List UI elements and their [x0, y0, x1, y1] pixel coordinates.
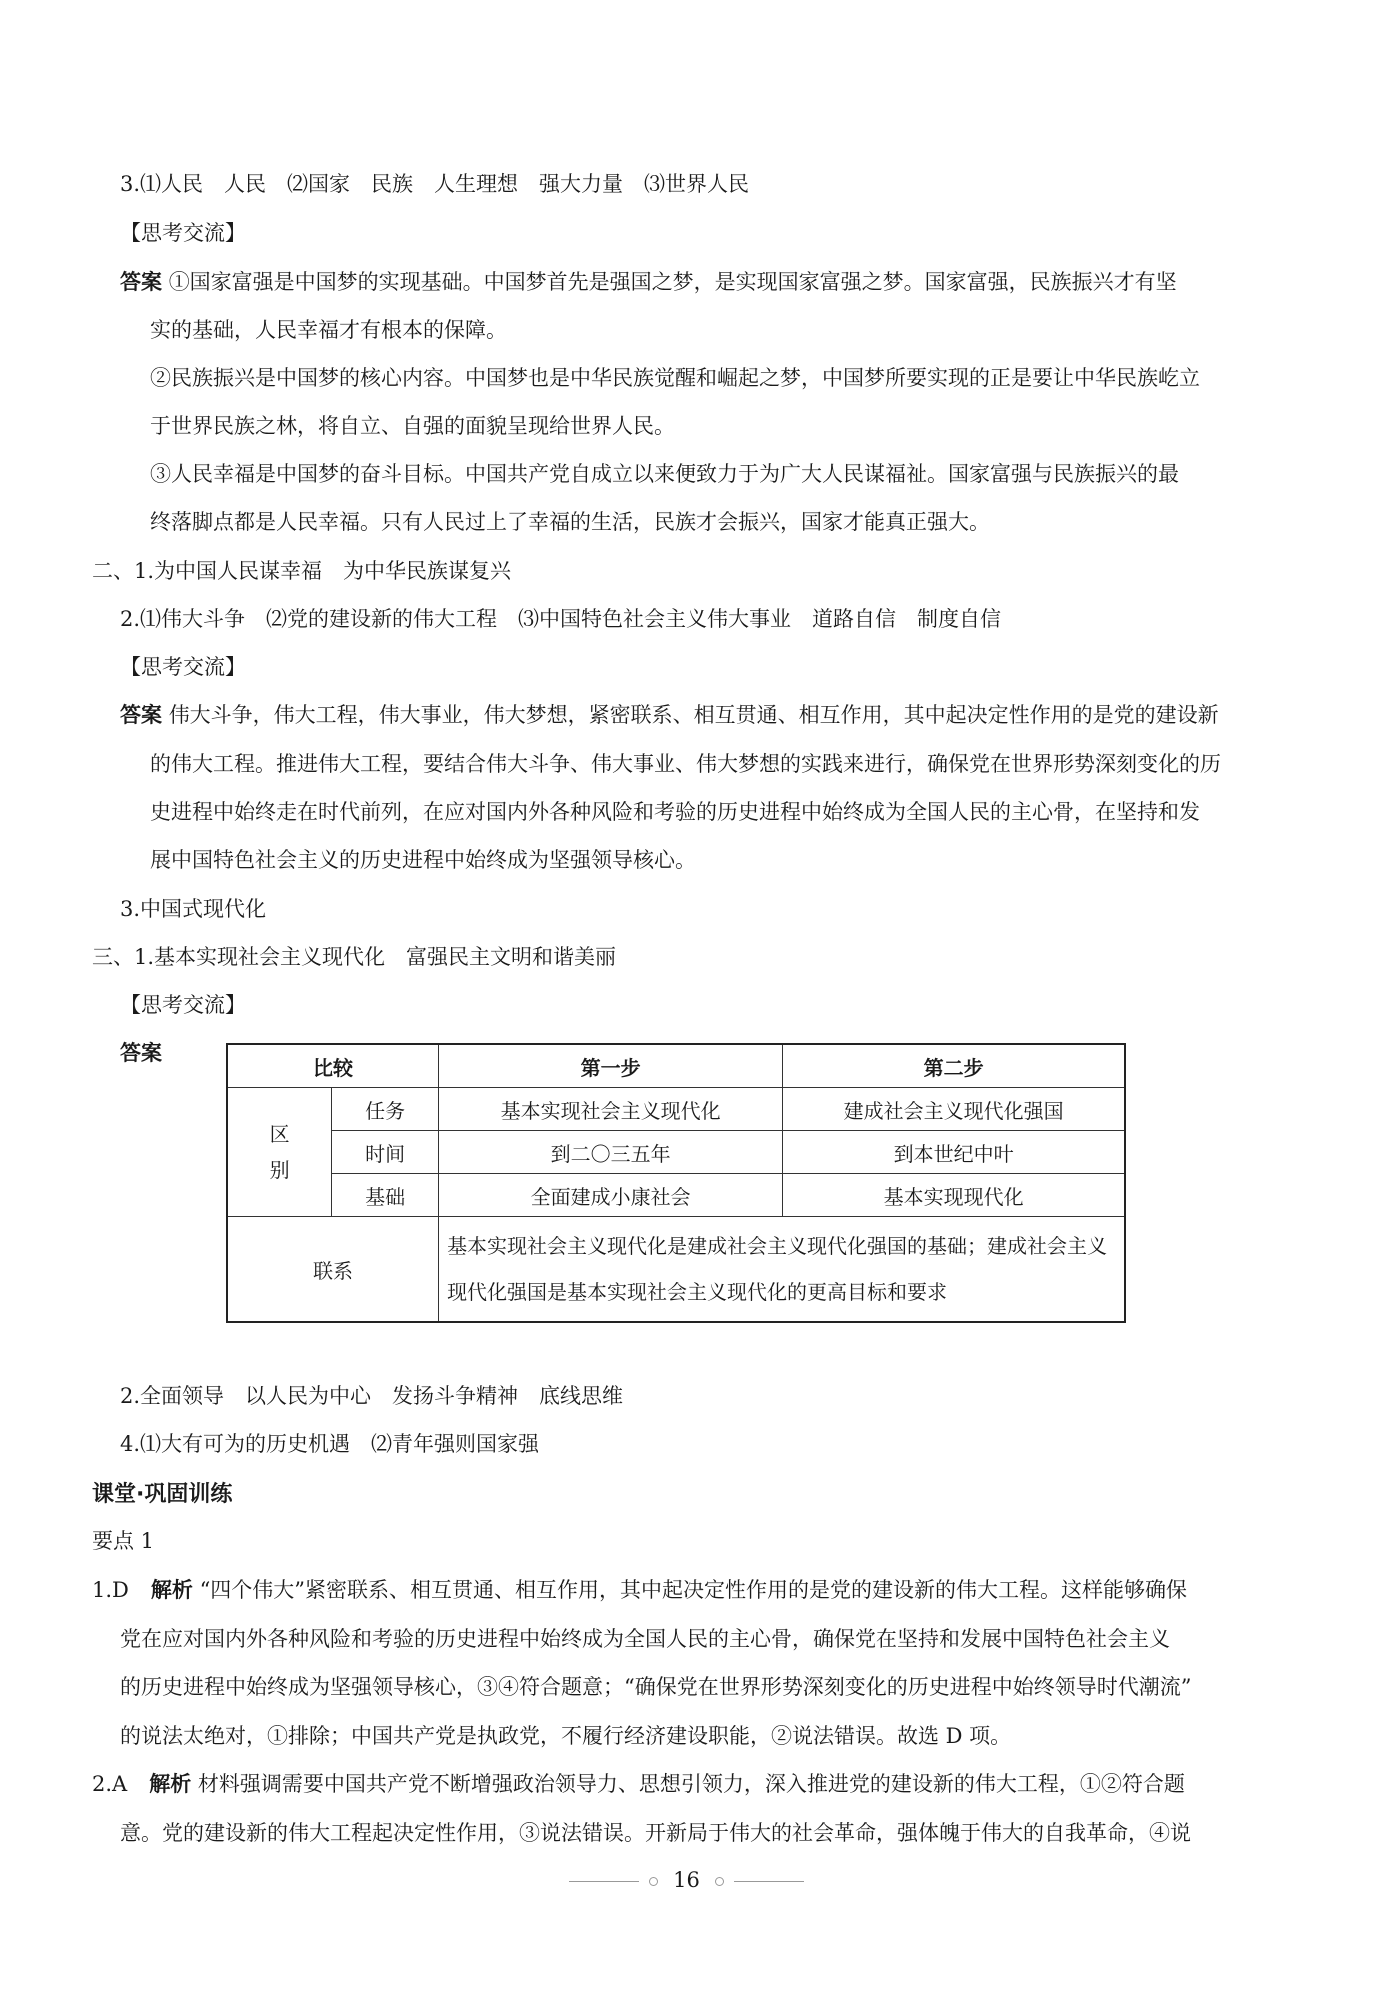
- answer-text: ①国家富强是中国梦的实现基础。中国梦首先是强国之梦，是实现国家富强之梦。国家富强，民族振兴才有坚: [168, 270, 1177, 294]
- table-cell: 基本实现社会主义现代化: [439, 1088, 783, 1131]
- section-title: 课堂·巩固训练: [92, 1482, 233, 1507]
- question-number: 2.A: [92, 1772, 128, 1796]
- analysis-text: 的说法太绝对，①排除；中国共产党是执政党，不履行经济建设职能，②说法错误。故选 D 项。: [120, 1724, 1012, 1748]
- answer-text: 于世界民族之林，将自立、自强的面貌呈现给世界人民。: [150, 414, 675, 438]
- answer-text: ②民族振兴是中国梦的核心内容。中国梦也是中华民族觉醒和崛起之梦，中国梦所要实现的正是要让中华民族屹立: [150, 366, 1200, 390]
- analysis-text: “四个伟大”紧密联系、相互贯通、相互作用，其中起决定性作用的是党的建设新的伟大工程。这样能够确保: [199, 1578, 1188, 1602]
- think-heading-3: 【思考交流】: [120, 993, 246, 1017]
- question-1: [92, 1575, 1187, 1605]
- analysis-text: 意。党的建设新的伟大工程起决定性作用，③说法错误。开新局于伟大的社会革命，强体魄于伟大的自我革命，④说: [120, 1821, 1191, 1845]
- table-header: 比较: [227, 1044, 439, 1088]
- footer-dot: [649, 1877, 658, 1886]
- section-3-line-1: 三、1.基本实现社会主义现代化 富强民主文明和谐美丽: [92, 945, 617, 969]
- analysis-label: 解析: [149, 1772, 192, 1796]
- page-footer: [0, 1868, 1373, 1892]
- table-cell: 到本世纪中叶: [783, 1131, 1125, 1174]
- table-cell: 全面建成小康社会: [439, 1174, 783, 1217]
- analysis-text: 党在应对国内外各种风险和考验的历史进程中始终成为全国人民的主心骨，确保党在坚持和发展中国特色社会主义: [120, 1627, 1170, 1651]
- footer-rule: [569, 1881, 639, 1882]
- answer-label: 答案: [120, 270, 162, 294]
- answer-para-2: [120, 700, 1219, 730]
- table-row: [227, 1044, 1125, 1088]
- table-row: [227, 1088, 1125, 1131]
- answer-line-3: 3.⑴人民 人民 ⑵国家 民族 人生理想 强大力量 ⑶世界人民: [120, 172, 750, 196]
- answer-para-1: [120, 267, 1177, 297]
- answer-text: 实的基础，人民幸福才有根本的保障。: [150, 318, 507, 342]
- table-cell: 基本实现社会主义现代化是建成社会主义现代化强国的基础；建成社会主义现代化强国是基本实现社会主义现代化的更高目标和要求: [439, 1217, 1125, 1323]
- comparison-table: [226, 1043, 1126, 1323]
- table-cell: 基本实现现代化: [783, 1174, 1125, 1217]
- analysis-text: 的历史进程中始终成为坚强领导核心，③④符合题意；“确保党在世界形势深刻变化的历史进程中始终领导时代潮流”: [120, 1675, 1192, 1699]
- table-cell: 基础: [332, 1174, 439, 1217]
- table-row: [227, 1217, 1125, 1323]
- cell-text: 区: [269, 1122, 290, 1146]
- table-row: [227, 1131, 1125, 1174]
- answer-text: 史进程中始终走在时代前列，在应对国内外各种风险和考验的历史进程中始终成为全国人民的主心骨，在坚持和发: [150, 800, 1200, 824]
- cell-text: 别: [269, 1158, 290, 1182]
- analysis-text: 材料强调需要中国共产党不断增强政治领导力、思想引领力，深入推进党的建设新的伟大工程，①②符合题: [197, 1772, 1185, 1796]
- question-number: 1.D: [92, 1578, 129, 1602]
- answer-text: 终落脚点都是人民幸福。只有人民过上了幸福的生活，民族才会振兴，国家才能真正强大。: [150, 510, 990, 534]
- think-heading-1: 【思考交流】: [120, 221, 246, 245]
- section-2-line-3: 3.中国式现代化: [120, 897, 267, 921]
- table-cell: 到二〇三五年: [439, 1131, 783, 1174]
- answer-label: 答案: [120, 1041, 162, 1065]
- answer-label: 答案: [120, 703, 162, 727]
- answer-text: 的伟大工程。推进伟大工程，要结合伟大斗争、伟大事业、伟大梦想的实践来进行，确保党在世界形势深刻变化的历: [150, 752, 1221, 776]
- analysis-label: 解析: [150, 1578, 193, 1602]
- table-header: 第二步: [783, 1044, 1125, 1088]
- table-cell: 建成社会主义现代化强国: [783, 1088, 1125, 1131]
- table-header: 第一步: [439, 1044, 783, 1088]
- page-number: 16: [673, 1868, 700, 1892]
- point-label: 要点 1: [92, 1529, 155, 1553]
- question-2: [92, 1769, 1185, 1799]
- table-cell: 联系: [227, 1217, 439, 1323]
- answer-text: ③人民幸福是中国梦的奋斗目标。中国共产党自成立以来便致力于为广大人民谋福祉。国家富强与民族振兴的最: [150, 462, 1179, 486]
- answer-text: 伟大斗争，伟大工程，伟大事业，伟大梦想，紧密联系、相互贯通、相互作用，其中起决定性作用的是党的建设新: [168, 703, 1219, 727]
- section-2-line-1: 二、1.为中国人民谋幸福 为中华民族谋复兴: [92, 559, 512, 583]
- think-heading-2: 【思考交流】: [120, 655, 246, 679]
- footer-dot: [715, 1877, 724, 1886]
- table-cell: 时间: [332, 1131, 439, 1174]
- section-3-line-4: 4.⑴大有可为的历史机遇 ⑵青年强则国家强: [120, 1432, 540, 1456]
- answer-text: 展中国特色社会主义的历史进程中始终成为坚强领导核心。: [150, 848, 696, 872]
- section-2-line-2: 2.⑴伟大斗争 ⑵党的建设新的伟大工程 ⑶中国特色社会主义伟大事业 道路自信 制度自信: [120, 607, 1002, 631]
- table-cell: [227, 1088, 332, 1217]
- table-row: [227, 1174, 1125, 1217]
- section-3-line-2: 2.全面领导 以人民为中心 发扬斗争精神 底线思维: [120, 1384, 624, 1408]
- table-cell: 任务: [332, 1088, 439, 1131]
- footer-rule: [734, 1881, 804, 1882]
